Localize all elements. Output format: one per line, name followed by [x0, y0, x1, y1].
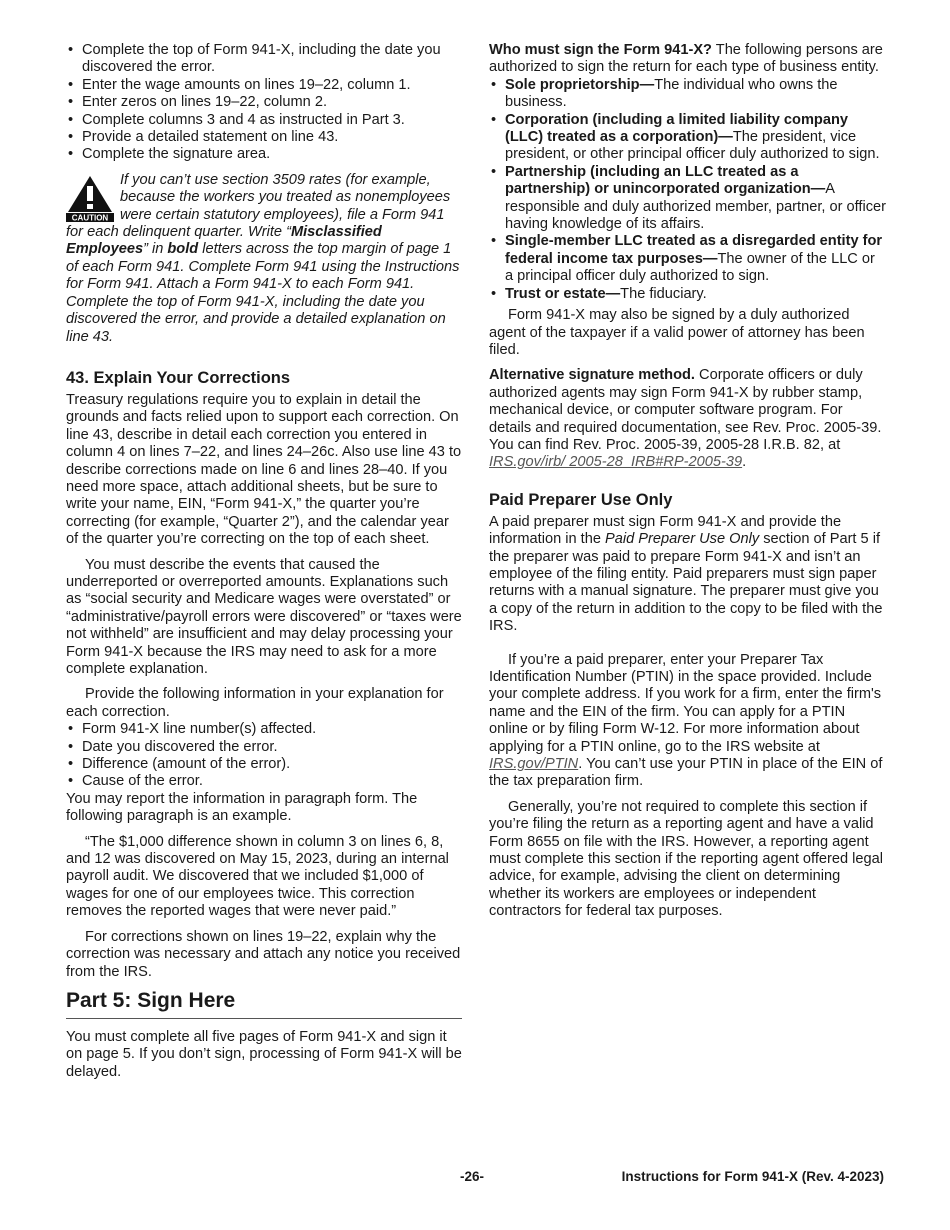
paragraph: You must complete all five pages of Form 941-X and sign it on page 5. If you don’t sign, processing of Form 941-X will be delayed. [66, 1028, 462, 1080]
list-item: • Complete columns 3 and 4 as instructed in Part 3. [66, 112, 462, 129]
caution-icon-label: CAUTION [71, 213, 109, 222]
paid-preparer-heading: Paid Preparer Use Only [489, 490, 673, 509]
list-item: • Provide a detailed statement on line 43. [66, 129, 462, 146]
left-column [66, 42, 462, 1089]
paragraph: For corrections shown on lines 19–22, explain why the correction was necessary and attach any notice you received from the IRS. [66, 928, 461, 980]
right-column [489, 42, 887, 921]
list-item: • Trust or estate—The fiduciary. [489, 286, 887, 303]
section-heading-43: 43. Explain Your Corrections [66, 368, 291, 387]
example-paragraph: “The $1,000 difference shown in column 3 on lines 6, 8, and 12 was discovered on May 15, 2023, during an internal payroll audit. We discovered that we included $1,000 of wages for one of our employees twice. This correction removes the reported wages that were never paid.” [66, 833, 449, 920]
ptin-link[interactable]: IRS.gov/PTIN [489, 756, 579, 773]
paragraph: A paid preparer must sign Form 941-X and provide the information in the Paid Preparer Use Only section of Part 5 if the preparer was paid to prepare Form 941-X and isn’t an employee of the filing entity. Paid preparers must sign paper returns with a manual signature. The preparer must give you a copy of the return in addition to the copy to be filed with the IRS. [489, 513, 883, 635]
list-item: • Corporation (including a limited liability company (LLC) treated as a corporation)—The president, vice president, or other principal officer duly authorized to sign. [489, 112, 887, 164]
paragraph: Treasury regulations require you to explain in detail the grounds and facts relied upon to support each correction. On line 43, describe in detail each correction you entered in column 4 on lines 7–22, and lines 24–26c. Also use line 43 to describe corrections made on line 6 and lines 28–40. If you need more space, attach additional sheets, but be sure to write your name, EIN, “Form 941-X,” the quarter you’re correcting (for example, “Quarter 2”), and the calendar year of the quarter you’re correcting on the top of each sheet. [66, 391, 462, 548]
list-item: • Single-member LLC treated as a disregarded entity for federal income tax purposes—The owner of the LLC or a principal officer duly authorized to sign. [489, 233, 887, 285]
page-number: -26- [460, 1169, 485, 1184]
paragraph: Generally, you’re not required to complete this section if you’re filing the return as a reporting agent and have a valid Form 8655 on file with the IRS. However, a reporting agent must complete this section if the reporting agent offered legal advice, for example, advising the client on determining whether its workers are employees or independent contractors for federal tax purposes. [489, 798, 883, 920]
caution-note: CAUTION If you can’t use section 3509 rates (for example, because the workers you treated as nonemployees were certain statutory employees), file a Form 941 for each delinquent quarter. Write “Misclassified Employees” in bold letters across the top margin of page 1 of each Form 941. Complete Form 941 using the Instructions for Form 941. Attach a Form 941-X to each Form 941. Complete the top of Form 941-X, including the date you discovered the error, and provide a detailed explanation on line 43. [66, 171, 460, 345]
list-item: • Cause of the error. [66, 773, 462, 790]
signer-list [489, 77, 887, 303]
list-item: • Partnership (including an LLC treated as a partnership) or unincorporated organization—A responsible and duly authorized member, partner, or officer having knowledge of its affairs. [489, 164, 887, 234]
caution-icon [66, 174, 114, 222]
list-item: • Complete the top of Form 941-X, including the date you discovered the error. [66, 42, 462, 77]
paragraph: You may report the information in paragraph form. The following paragraph is an example. [66, 790, 418, 825]
list-item: • Form 941-X line number(s) affected. [66, 721, 462, 738]
footer-title: Instructions for Form 941-X (Rev. 4-2023) [621, 1169, 884, 1184]
who-must-sign: Who must sign the Form 941-X? The following persons are authorized to sign the return for each type of business entity. [489, 42, 883, 76]
part5-heading: Part 5: Sign Here [66, 989, 462, 1019]
paragraph: If you’re a paid preparer, enter your Preparer Tax Identification Number (PTIN) in the space provided. Include your complete address. If you work for a firm, enter the firm's name and the EIN of the firm. You can apply for a PTIN online or by filing Form W-12. For more information about applying for a PTIN online, go to the IRS website at IRS.gov/PTIN. You can’t use your PTIN in place of the EIN of the tax preparation firm. [489, 651, 883, 790]
paragraph: Provide the following information in your explanation for each correction. [66, 686, 444, 720]
paragraph: Form 941-X may also be signed by a duly authorized agent of the taxpayer if a valid power of attorney has been filed. [489, 307, 865, 358]
bullet-list-steps [66, 42, 462, 164]
alternative-signature: Alternative signature method. Corporate officers or duly authorized agents may sign Form 941-X by rubber stamp, mechanical device, or computer software program. For details and required documentation, see Rev. Proc. 2005-39. You can find Rev. Proc. 2005-39, 2005-28 I.R.B. 82, at IRS.gov/irb/ 2005-28_IRB#RP-2005-39. [489, 367, 882, 471]
list-item: • Date you discovered the error. [66, 739, 462, 756]
list-item: • Sole proprietorship—The individual who owns the business. [489, 77, 887, 112]
list-item: • Difference (amount of the error). [66, 756, 462, 773]
irb-link[interactable]: IRS.gov/irb/ 2005-28_IRB#RP-2005-39 [489, 454, 743, 471]
paragraph: You must describe the events that caused the underreported or overreported amounts. Explanations such as “social security and Medicare wages were overstated” or “administrative/payroll errors were discovered” or “taxes were not withheld” are insufficient and may delay processing your Form 941-X because the IRS may need to ask for a more complete explanation. [66, 556, 462, 677]
bullet-list-info [66, 721, 462, 791]
list-item: • Complete the signature area. [66, 146, 462, 163]
list-item: • Enter zeros on lines 19–22, column 2. [66, 94, 462, 111]
list-item: • Enter the wage amounts on lines 19–22, column 1. [66, 77, 462, 94]
